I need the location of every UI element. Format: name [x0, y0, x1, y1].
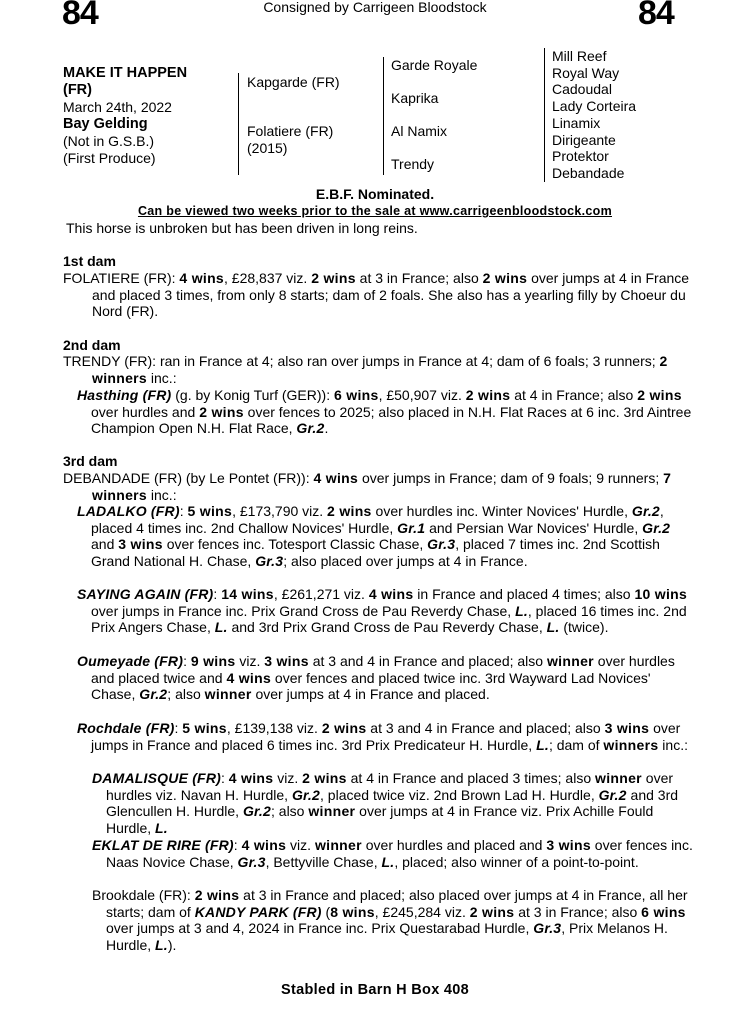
second-dam-entry: TRENDY (FR): ran in France at 4; also ran over jumps in France at 4; dam of 6 foals; 3 runners; 2 winners inc.: [63, 353, 668, 386]
first-dam-entry: FOLATIERE (FR): 4 wins, £28,837 viz. 2 wins at 3 in France; also 2 wins over jumps at 4 in France and placed 3 times, from only 8 starts; dam of 2 foals. She also has a yearling filly by Choeur du Nord (FR). [63, 270, 690, 320]
pedigree-ggp-8: Debandade [552, 164, 625, 181]
pedigree-dam [247, 123, 333, 157]
horse-dob: March 24th, 2022 [63, 99, 172, 115]
horse-suffix: (FR) [63, 82, 92, 98]
pedigree-grandparent-4: Trendy [391, 156, 435, 172]
pedigree-ggp-7: Protektor [552, 148, 609, 165]
third-dam-heading: 3rd dam [63, 453, 118, 469]
pedigree-grandparent-3: Al Namix [391, 123, 448, 139]
progeny-oumeyade: Oumeyade (FR): 9 wins viz. 3 wins at 3 and 4 in France and placed; also winner over hurdles and placed twice and 4 wins over fences and placed twice inc. 3rd Wayward Lad Novices' Chase, Gr.2; also winner over jumps at 4 in France and placed. [77, 653, 675, 703]
progeny-hasthing: Hasthing (FR) (g. by Konig Turf (GER)): 6 wins, £50,907 viz. 2 wins at 4 in France; also 2 wins over hurdles and 2 wins over fences to 2025; also placed in N.H. Flat Races at 6 inc. 3rd Aintree Champion Open N.H. Flat Race, Gr.2. [77, 387, 692, 437]
pedigree-dam-year: (2015) [247, 140, 288, 156]
unbroken-note: This horse is unbroken but has been driven in long reins. [66, 220, 418, 236]
pedigree-divider-1 [238, 73, 239, 175]
third-dam-entry: DEBANDADE (FR) (by Le Pontet (FR)): 4 wins over jumps in France; dam of 9 foals; 9 runners; 7 winners inc.: [63, 470, 672, 503]
progeny-saying-again: SAYING AGAIN (FR): 14 wins, £261,271 viz. 4 wins in France and placed 4 times; also 10 wins over jumps in France inc. Prix Grand Cross de Pau Reverdy Chase, L., placed 16 times inc. 2nd Prix Angers Chase, L. and 3rd Prix Grand Cross de Pau Reverdy Chase, L. (twice). [77, 586, 688, 636]
pedigree-great-grandparents [552, 48, 636, 182]
pedigree-divider-2 [383, 57, 384, 175]
consignor: Consigned by Carrigeen Bloodstock [263, 0, 487, 15]
progeny-brookdale: Brookdale (FR): 2 wins at 3 in France and placed; also placed over jumps at 4 in France, all her starts; dam of KANDY PARK (FR) (8 wins, £245,284 viz. 2 wins at 3 in France; also 6 wins over jumps at 3 and 4, 2024 in France inc. Prix Questarabad Hurdle, Gr.3, Prix Melanos H. Hurdle, L.). [92, 887, 688, 953]
first-dam-heading: 1st dam [63, 253, 116, 269]
horse-details [63, 65, 187, 167]
horse-gsb: (Not in G.S.B.) [63, 133, 155, 149]
pedigree-ggp-4: Lady Corteira [552, 98, 637, 115]
second-dam-heading: 2nd dam [63, 337, 121, 353]
horse-name: MAKE IT HAPPEN [63, 65, 188, 81]
lot-number-right: 84 [638, 0, 674, 32]
progeny-rochdale: Rochdale (FR): 5 wins, £139,138 viz. 2 wins at 3 and 4 in France and placed; also 3 wins over jumps in France and placed 6 times inc. 3rd Prix Predicateur H. Hurdle, L.; dam of winners inc.: [77, 720, 688, 753]
horse-description: Bay Gelding [63, 116, 148, 132]
pedigree-divider-3 [544, 48, 545, 182]
pedigree-dam-name: Folatiere (FR) [247, 123, 334, 139]
stabled-location: Stabled in Barn H Box 408 [281, 982, 469, 998]
pedigree-ggp-6: Dirigeante [552, 131, 616, 148]
progeny-ladalko: LADALKO (FR): 5 wins, £173,790 viz. 2 wins over hurdles inc. Winter Novices' Hurdle, Gr.2, placed 4 times inc. 2nd Challow Novices' Hurdle, Gr.1 and Persian War Novices' Hurdle, Gr.2 and 3 wins over fences inc. Totesport Classic Chase, Gr.3, placed 7 times inc. 2nd Scottish Grand National H. Chase, Gr.3; also placed over jumps at 4 in France. [77, 503, 671, 569]
horse-produce: (First Produce) [63, 150, 156, 166]
progeny-damalisque: DAMALISQUE (FR): 4 wins viz. 2 wins at 4 in France and placed 3 times; also winner over hurdles viz. Navan H. Hurdle, Gr.2, placed twice viz. 2nd Brown Lad H. Hurdle, Gr.2 and 3rd Glencullen H. Hurdle, Gr.2; also winner over jumps at 4 in France viz. Prix Achille Fould Hurdle, L. [92, 770, 679, 836]
pedigree-ggp-2: Royal Way [552, 64, 620, 81]
ebf-nominated: E.B.F. Nominated. [315, 186, 435, 202]
lot-number-left: 84 [62, 0, 98, 32]
viewing-notice: Can be viewed two weeks prior to the sale at www.carrigeenbloodstock.com [137, 204, 613, 218]
pedigree-ggp-3: Cadoudal [552, 81, 612, 98]
pedigree-ggp-5: Linamix [552, 114, 601, 131]
progeny-eklat-de-rire: EKLAT DE RIRE (FR): 4 wins viz. winner over hurdles and placed and 3 wins over fences inc. Naas Novice Chase, Gr.3, Bettyville Chase, L., placed; also winner of a point-to-point. [92, 837, 693, 870]
pedigree-grandparent-1: Garde Royale [391, 57, 478, 73]
pedigree-grandparent-2: Kaprika [391, 90, 439, 106]
pedigree-ggp-1: Mill Reef [552, 48, 607, 64]
pedigree-sire: Kapgarde (FR) [247, 74, 340, 90]
